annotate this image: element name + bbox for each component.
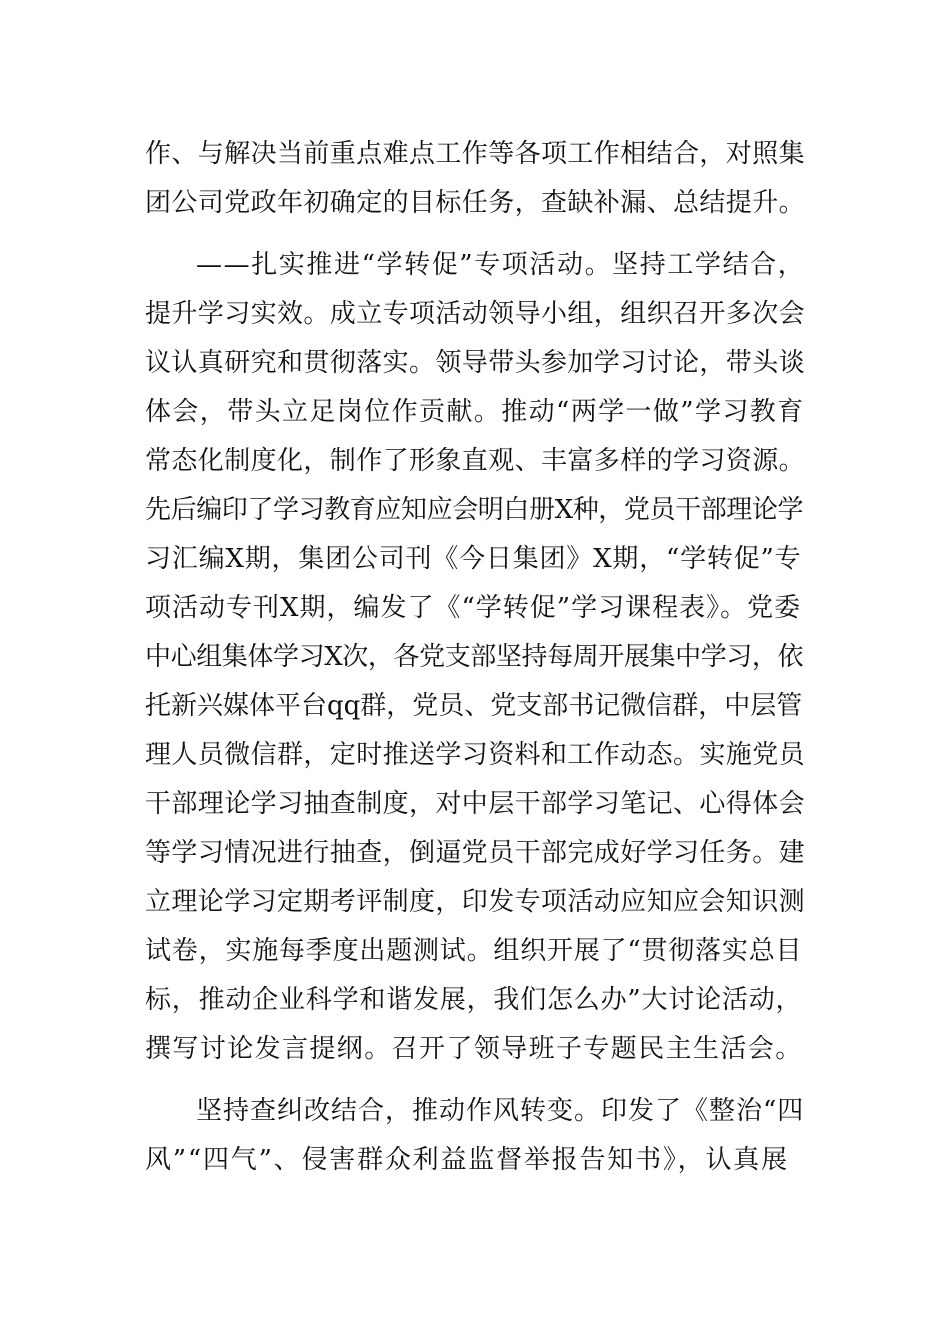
text-line: 体会，带头立足岗位作贡献。推动“两学一做”学习教育 <box>145 397 805 427</box>
text-line: 坚持查纠改结合，推动作风转变。印发了《整治“四 <box>196 1096 805 1126</box>
text-line: 风”“四气”、侵害群众利益监督举报告知书》，认真展 <box>145 1145 789 1175</box>
text-line: 项活动专刊X期，编发了《“学转促”学习课程表》。党委 <box>145 593 802 623</box>
text-line: 提升学习实效。成立专项活动领导小组，组织召开多次会 <box>145 299 806 329</box>
text-line: 等学习情况进行抽查，倒逼党员干部完成好学习任务。建 <box>145 838 806 868</box>
text-line: 作、与解决当前重点难点工作等各项工作相结合，对照集 <box>145 139 806 169</box>
text-line: ——扎实推进“学转促”专项活动。坚持工学结合， <box>196 250 806 280</box>
text-line: 标，推动企业科学和谐发展，我们怎么办”大讨论活动， <box>145 985 803 1015</box>
text-line: 团公司党政年初确定的目标任务，查缺补漏、总结提升。 <box>145 188 806 218</box>
text-line: 理人员微信群，定时推送学习资料和工作动态。实施党员 <box>145 740 806 770</box>
text-line: 立理论学习定期考评制度，印发专项活动应知应会知识测 <box>145 887 806 917</box>
text-line: 先后编印了学习教育应知应会明白册X种，党员干部理论学 <box>145 495 804 525</box>
text-line: 议认真研究和贯彻落实。领导带头参加学习讨论，带头谈 <box>145 348 806 378</box>
text-line: 中心组集体学习X次，各党支部坚持每周开展集中学习，依 <box>145 642 804 672</box>
text-line: 撰写讨论发言提纲。召开了领导班子专题民主生活会。 <box>145 1034 803 1064</box>
text-line: 常态化制度化，制作了形象直观、丰富多样的学习资源。 <box>145 446 806 476</box>
text-line: 试卷，实施每季度出题测试。组织开展了“贯彻落实总目 <box>145 936 803 966</box>
text-line: 习汇编X期，集团公司刊《今日集团》X期，“学转促”专 <box>145 544 802 574</box>
text-line: 干部理论学习抽查制度，对中层干部学习笔记、心得体会 <box>145 789 806 819</box>
text-line: 托新兴媒体平台qq群，党员、党支部书记微信群，中层管 <box>145 691 803 721</box>
